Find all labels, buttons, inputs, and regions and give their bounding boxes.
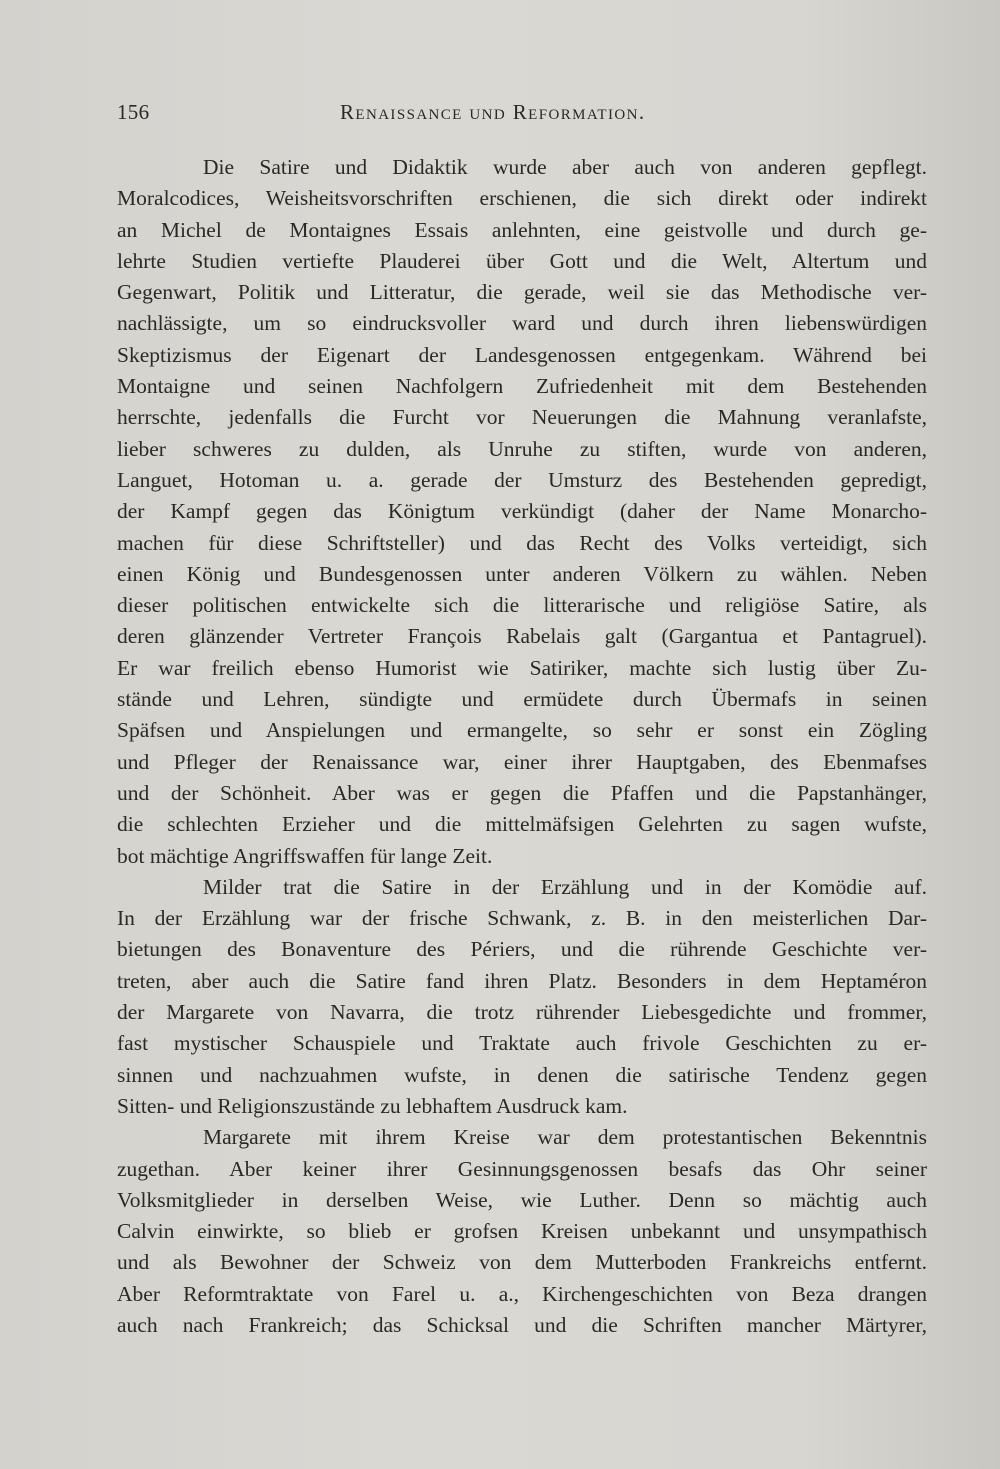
text-line: treten, aber auch die Satire fand ihren Platz. Besonders in dem Heptaméron: [117, 968, 927, 993]
text-line: Languet, Hotoman u. a. gerade der Umsturz des Bestehenden gepredigt,: [117, 467, 927, 492]
text-line: dieser politischen entwickelte sich die litterarische und religiöse Satire, als: [117, 593, 927, 618]
text-line: an Michel de Montaignes Essais anlehnten, eine geistvolle und durch ge-: [117, 217, 927, 242]
text-line: einen König und Bundesgenossen unter anderen Völkern zu wählen. Neben: [117, 561, 927, 586]
text-line: sinnen und nachzuahmen wufste, in denen die satirische Tendenz gegen: [117, 1062, 927, 1087]
text-line: In der Erzählung war der frische Schwank, z. B. in den meisterlichen Dar-: [117, 906, 927, 931]
text-line: bot mächtige Angriffswaffen für lange Zeit.: [117, 843, 493, 868]
text-line: zugethan. Aber keiner ihrer Gesinnungsgenossen besafs das Ohr seiner: [117, 1156, 927, 1181]
body-text: [117, 152, 927, 1341]
text-line: fast mystischer Schauspiele und Traktate auch frivole Geschichten zu er-: [117, 1031, 927, 1056]
text-line: der Margarete von Navarra, die trotz rührender Liebesgedichte und frommer,: [117, 1000, 927, 1025]
text-line: lieber schweres zu dulden, als Unruhe zu stiften, wurde von anderen,: [117, 436, 927, 461]
running-head: Renaissance und Reformation.: [340, 100, 646, 124]
page-number: 156: [117, 100, 150, 124]
text-line: Späfsen und Anspielungen und ermangelte, so sehr er sonst ein Zögling: [117, 718, 927, 743]
text-line: bietungen des Bonaventure des Périers, und die rührende Geschichte ver-: [117, 937, 927, 962]
text-line: lehrte Studien vertiefte Plauderei über Gott und die Welt, Altertum und: [117, 248, 927, 273]
text-line: Sitten- und Religionszustände zu lebhaftem Ausdruck kam.: [117, 1093, 628, 1118]
text-line: Calvin einwirkte, so blieb er grofsen Kreisen unbekannt und unsympathisch: [117, 1219, 927, 1244]
text-line: deren glänzender Vertreter François Rabelais galt (Gargantua et Pantagruel).: [117, 624, 927, 649]
text-line: Skeptizismus der Eigenart der Landesgenossen entgegenkam. Während bei: [117, 342, 927, 367]
text-line: auch nach Frankreich; das Schicksal und die Schriften mancher Märtyrer,: [117, 1312, 927, 1337]
text-line: stände und Lehren, sündigte und ermüdete durch Übermafs in seinen: [117, 687, 927, 712]
page-header: [117, 100, 883, 130]
text-line: der Kampf gegen das Königtum verkündigt (daher der Name Monarcho-: [117, 499, 927, 524]
text-line: die schlechten Erzieher und die mittelmäfsigen Gelehrten zu sagen wufste,: [117, 812, 927, 837]
text-line: Aber Reformtraktate von Farel u. a., Kirchengeschichten von Beza drangen: [117, 1281, 927, 1306]
text-line: und der Schönheit. Aber was er gegen die Pfaffen und die Papstanhänger,: [117, 780, 927, 805]
text-line: machen für diese Schriftsteller) und das Recht des Volks verteidigt, sich: [117, 530, 927, 555]
text-line: Die Satire und Didaktik wurde aber auch von anderen gepflegt.: [203, 155, 927, 179]
text-line: nachlässigte, um so eindrucksvoller ward und durch ihren liebenswürdigen: [117, 311, 927, 336]
text-line: Gegenwart, Politik und Litteratur, die gerade, weil sie das Methodische ver-: [117, 280, 927, 305]
text-line: Margarete mit ihrem Kreise war dem protestantischen Bekenntnis: [203, 1125, 927, 1150]
text-line: Montaigne und seinen Nachfolgern Zufriedenheit mit dem Bestehenden: [117, 374, 927, 399]
text-line: und Pfleger der Renaissance war, einer ihrer Hauptgaben, des Ebenmafses: [117, 749, 927, 774]
text-line: Er war freilich ebenso Humorist wie Satiriker, machte sich lustig über Zu-: [117, 655, 927, 680]
text-line: und als Bewohner der Schweiz von dem Mutterboden Frankreichs entfernt.: [117, 1250, 927, 1275]
text-line: Milder trat die Satire in der Erzählung und in der Komödie auf.: [203, 874, 927, 899]
text-line: herrschte, jedenfalls die Furcht vor Neuerungen die Mahnung veranlafste,: [117, 405, 927, 430]
text-line: Moralcodices, Weisheitsvorschriften erschienen, die sich direkt oder indirekt: [117, 186, 927, 211]
text-line: Volksmitglieder in derselben Weise, wie Luther. Denn so mächtig auch: [117, 1187, 927, 1212]
